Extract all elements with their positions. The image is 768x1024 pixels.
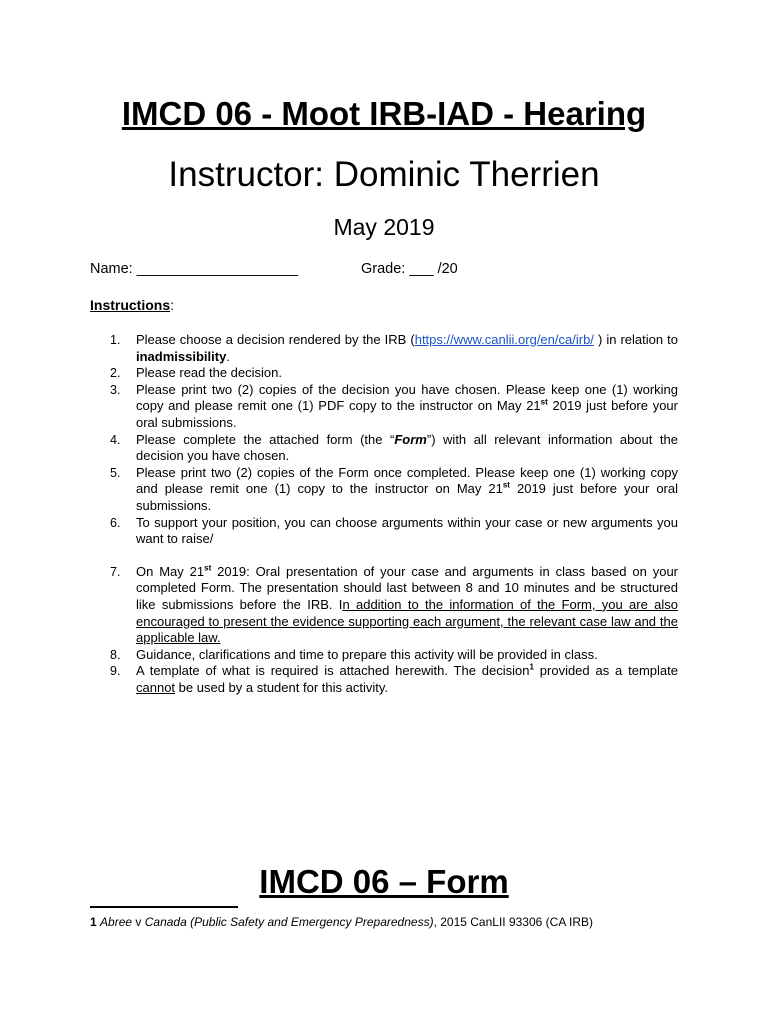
list-item-number: 6. bbox=[110, 515, 121, 530]
footnote-divider bbox=[90, 906, 238, 908]
instructions-list bbox=[90, 332, 678, 696]
list-item: 1. Please choose a decision rendered by the IRB (https://www.canlii.org/en/ca/irb/ ) in relation to inadmissibility. bbox=[110, 332, 678, 364]
name-field: Name: ____________________ bbox=[90, 261, 299, 277]
form-term: Form bbox=[394, 431, 427, 447]
canlii-link[interactable]: https://www.canlii.org/en/ca/irb/ bbox=[414, 332, 594, 347]
list-item-number: 3. bbox=[110, 382, 121, 397]
inadmissibility-term: inadmissibility bbox=[136, 348, 227, 364]
instructions-heading bbox=[90, 296, 174, 314]
list-item-number: 2. bbox=[110, 366, 121, 381]
list-item-number: 7. bbox=[110, 564, 121, 579]
footnote-number: 1 bbox=[90, 915, 97, 929]
list-item-number: 9. bbox=[110, 664, 121, 679]
list-item: 7. On May 21st 2019: Oral presentation of your case and arguments in class based on your completed Form. The presentation should last between 8 and 10 minutes and be structured like submissions before the IRB. In addition to the information of the Form, you are also encouraged to present the evidence supporting each argument, the relevant case law and the applicable law. bbox=[110, 563, 679, 646]
document-date: May 2019 bbox=[333, 214, 435, 240]
list-item: 3. Please print two (2) copies of the decision you have chosen. Please keep one (1) working copy and please remit one (1) PDF copy to the instructor on May 21st 2019 just before your oral submissions. bbox=[110, 381, 678, 430]
list-item: 6. To support your position, you can choose arguments within your case or new arguments you want to raise/ bbox=[110, 514, 678, 547]
list-item: 8. Guidance, clarifications and time to prepare this activity will be provided in class. bbox=[110, 646, 598, 662]
list-item: 2. Please read the decision. bbox=[110, 365, 282, 381]
footnote-ref[interactable]: 1 bbox=[529, 662, 534, 672]
list-item-number: 5. bbox=[110, 465, 121, 480]
footnote: 1 Abree v Canada (Public Safety and Emergency Preparedness), 2015 CanLII 93306 (CA IRB) bbox=[90, 915, 593, 929]
instructions-heading-colon: : bbox=[170, 297, 175, 313]
grade-field: Grade: ___ /20 bbox=[361, 261, 458, 277]
list-item-number: 4. bbox=[110, 432, 121, 447]
list-item-number: 8. bbox=[110, 647, 121, 662]
list-item: 5. Please print two (2) copies of the Form once completed. Please keep one (1) working copy and please remit one (1) copy to the instructor on May 21st 2019 just before your oral submissions. bbox=[110, 464, 678, 513]
list-item: 9. A template of what is required is attached herewith. The decision$^1$ provided as a template cannot be used by a student for this activity. bbox=[110, 662, 678, 695]
document-title: IMCD 06 - Moot IRB-IAD - Hearing bbox=[121, 95, 647, 132]
form-title: IMCD 06 – Form bbox=[259, 863, 509, 900]
list-item: 4. Please complete the attached form (the “Form”) with all relevant information about the decision you have chosen. bbox=[110, 431, 678, 464]
instructor-line: Instructor: Dominic Therrien bbox=[168, 155, 600, 194]
instructions-heading-text: Instructions bbox=[90, 297, 171, 313]
list-item-number: 1. bbox=[110, 333, 121, 347]
